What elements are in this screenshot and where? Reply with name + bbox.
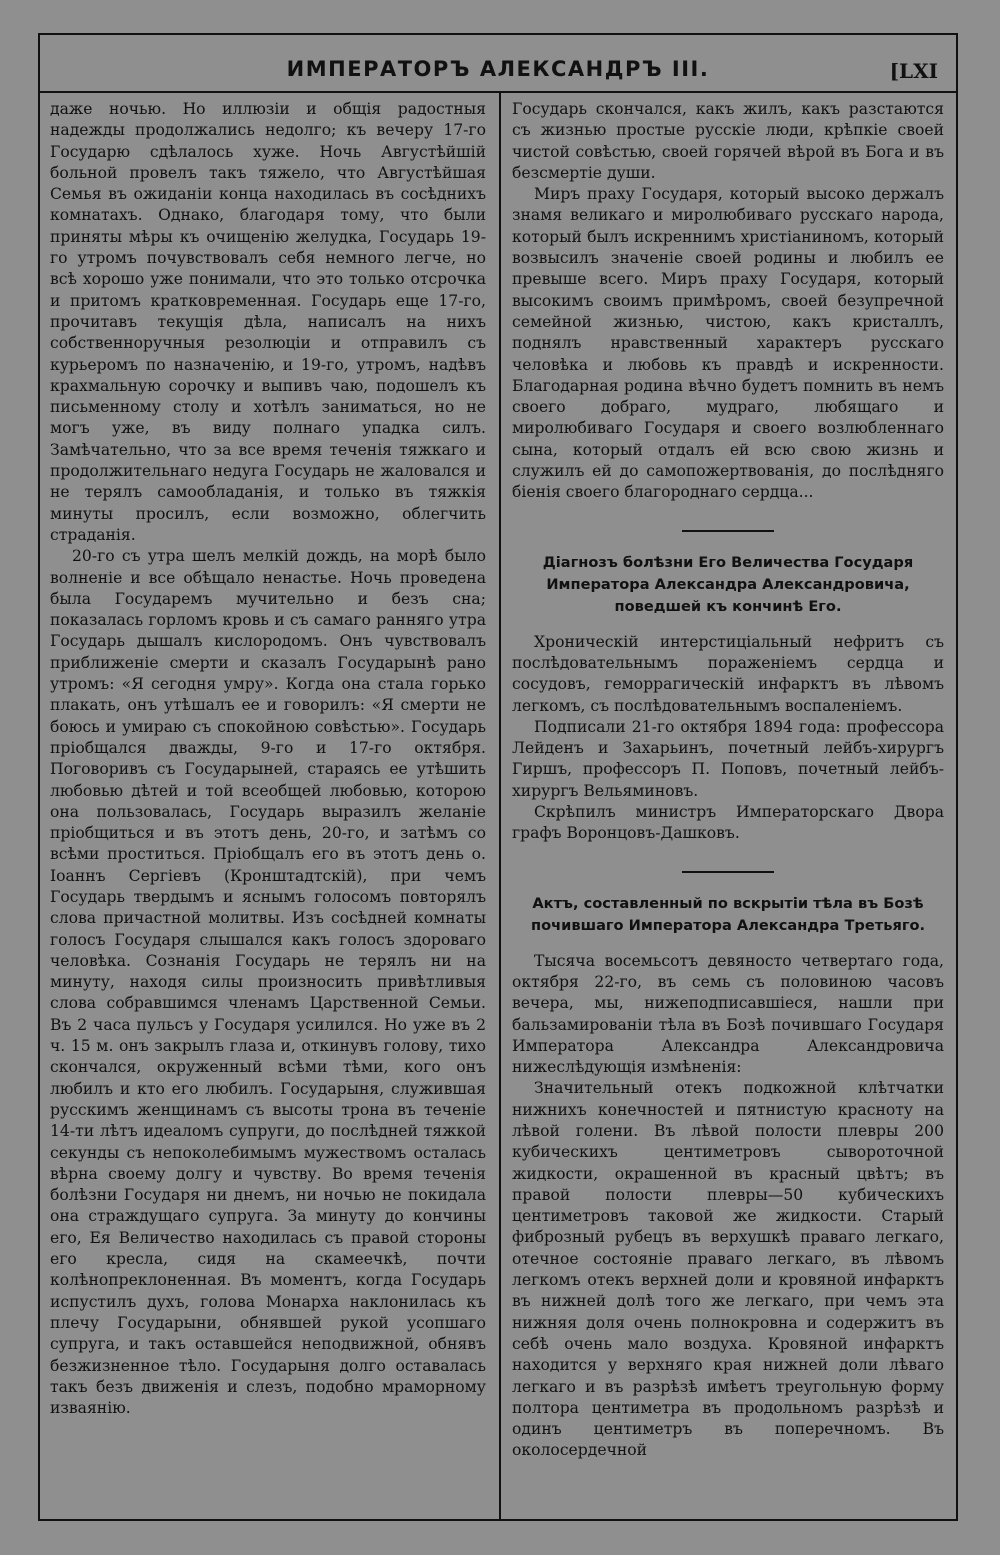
column-rule [499, 93, 501, 1519]
left-column [50, 99, 486, 1513]
diagnosis-paragraph-3: Скрѣпилъ министръ Императорскаго Двора графъ Воронцовъ-Дашковъ. [512, 803, 944, 843]
left-paragraph-1: даже ночью. Но иллюзіи и общія радостныя надежды продолжались недолго; къ вечеру 17-го Государю сдѣлалось хуже. Ночь Августѣйшій больной провелъ такъ тяжело, что Августѣйшая Семья въ ожиданіи конца находилась въ сосѣднихъ комнатахъ. Однако, благодаря тому, что были приняты мѣры къ очищенію желудка, Государь 19-го утромъ почувствовалъ себя немного легче, но всѣ хорошо уже понимали, что это только отсрочка и притомъ кратковременная. Государь еще 17-го, прочитавъ текущія дѣла, написалъ на нихъ собственноручныя резолюціи и отправилъ съ курьеромъ по назначенію, и 19-го, утромъ, надѣвъ крахмальную сорочку и выпивъ чаю, подошелъ къ письменному столу и хотѣлъ заниматься, но не могъ уже, въ виду полнаго упадка силъ. Замѣчательно, что за все время теченія тяжкаго и продолжительнаго недуга Государь не жаловался и не терялъ самообладанія, и только въ тяжкія минуты просилъ, если возможно, облегчить страданія. [50, 100, 486, 544]
autopsy-paragraph-1: Тысяча восемьсотъ девяносто четвертаго года, октября 22-го, въ семь съ половиною часовъ вечера, мы, нижеподписавшіеся, нашли при бальзамированіи тѣла въ Бозѣ почившаго Государя Императора Александра Александровича нижеслѣдующія измѣненія: [512, 951, 944, 1077]
left-paragraph-2: 20-го съ утра шелъ мелкій дождь, на морѣ было волненіе и все обѣщало ненастье. Ночь проведена была Государемъ мучительно и безъ сна; показалась горломъ кровь и съ самаго ранняго утра Государь дышалъ кислородомъ. Онъ чувствовалъ приближеніе смерти и сказалъ Государынѣ рано утромъ: «Я сегодня умру». Когда она стала горько плакать, онъ утѣшалъ ее и говорилъ: «Я смерти не боюсь и умираю съ спокойною совѣстью». Государь пріобщался дважды, 9-го и 17-го октября. Поговоривъ съ Государыней, стараясь ее утѣшить любовью дѣтей и той всеобщей любовью, которою она пользовалась, Государь выразилъ желаніе пріобщиться и въ этотъ день, 20-го, и затѣмъ со всѣми проститься. Пріобщалъ его въ этотъ день о. Іоаннъ Сергіевъ (Кронштадтскій), при чемъ Государь твердымъ и яснымъ голосомъ повторялъ слова причастной молитвы. Изъ сосѣдней комнаты голосъ Государя слышался какъ голосъ здороваго человѣка. Сознанія Государь не терялъ ни на минуту, находя силы произносить привѣтливыя слова собравшимся членамъ Царственной Семьи. Въ 2 часа пульсъ у Государя усилился. Но уже въ 2 ч. 15 м. онъ закрылъ глаза и, откинувъ голову, тихо скончался, окруженный всѣми тѣми, кого онъ любилъ и кто его любилъ. Государыня, служившая русскимъ женщинамъ съ высоты трона въ теченіе 14-ти лѣтъ идеаломъ супруги, до послѣдней тяжкой секунды съ непоколебимымъ мужествомъ осталась вѣрна своему долгу и чувству. Во время теченія болѣзни Государя ни днемъ, ни ночью не покидала она страждущаго супруга. За минуту до кончины его, Ея Величество находилась съ правой стороны его кресла, сидя на скамеечкѣ, почти колѣнопреклоненная. Въ моментъ, когда Государь испустилъ духъ, голова Монарха наклонилась къ плечу Государыни, обнявшей рукой усопшаго супруга, и такъ оставшейся неподвижной, обнявъ безжизненное тѣло. Государыня долго оставалась такъ безъ движенія и слезъ, подобно мраморному изваянію. [50, 547, 486, 1418]
page-number: [LXI [889, 59, 938, 83]
diagnosis-paragraph-1: Хроническій интерстиціальный нефритъ съ послѣдовательнымъ пораженіемъ сердца и сосудовъ, геморрагическій инфарктъ въ лѣвомъ легкомъ, съ послѣдовательнымъ воспаленіемъ. [512, 632, 944, 715]
right-column [512, 99, 944, 1513]
right-paragraph-1: Государь скончался, какъ жилъ, какъ разстаются съ жизнью простые русскіе люди, крѣпкіе своей чистой совѣстью, своей горячей вѣрой въ Бога и въ безсмертіе души. [512, 100, 944, 182]
section-separator [682, 871, 774, 873]
running-title: ИМПЕРАТОРЪ АЛЕКСАНДРЪ III. [286, 57, 710, 81]
diagnosis-heading: Діагнозъ болѣзни Его Величества Государя Императора Александра Александровича, поведшей къ кончинѣ Его. [542, 553, 914, 615]
newspaper-page [38, 33, 958, 1521]
header-rule [40, 91, 956, 93]
page-header [40, 35, 956, 91]
right-paragraph-2: Миръ праху Государя, который высоко держалъ знамя великаго и миролюбиваго русскаго народа, который былъ искреннимъ христіаниномъ, который возвысилъ значеніе своей родины и любилъ ее превыше всего. Миръ праху Государя, который высокимъ своимъ примѣромъ, своей безупречной семейной жизнью, чистою, какъ кристаллъ, поднялъ нравственный характеръ русскаго человѣка и любовь къ правдѣ и искренности. Благодарная родина вѣчно будетъ помнить въ немъ своего добраго, мудраго, любящаго и миролюбиваго Государя и своего возлюбленнаго сына, который отдалъ ей всю свою жизнь и служилъ ей до самопожертвованія, до послѣдняго біенія своего благороднаго сердца... [512, 185, 944, 502]
section-separator [682, 530, 774, 532]
autopsy-heading: Актъ, составленный по вскрытіи тѣла въ Бозѣ почившаго Императора Александра Третьяго. [530, 894, 926, 934]
diagnosis-paragraph-2: Подписали 21-го октября 1894 года: профессора Лейденъ и Захарьинъ, почетный лейбъ-хирургъ Гиршъ, профессоръ П. Поповъ, почетный лейбъ-хирургъ Вельяминовъ. [512, 717, 944, 800]
autopsy-paragraph-2: Значительный отекъ подкожной клѣтчатки нижнихъ конечностей и пятнистую красноту на лѣвой голени. Въ лѣвой полости плевры 200 кубическихъ центиметровъ сывороточной жидкости, окрашенной въ красный цвѣтъ; въ правой полости плевры—50 кубическихъ центиметровъ таковой же жидкости. Старый фиброзный рубецъ въ верхушкѣ праваго легкаго, отечное состояніе праваго легкаго, въ лѣвомъ легкомъ отекъ верхней доли и кровяной инфарктъ въ нижней долѣ того же легкаго, при чемъ эта нижняя доля очень полнокровна и содержитъ въ себѣ очень мало воздуха. Кровяной инфарктъ находится у верхняго края нижней доли лѣваго легкаго и въ разрѣзѣ имѣетъ треугольную форму полтора центиметра въ продольномъ разрѣзѣ и одинъ центиметръ въ поперечномъ. Въ околосердечной [512, 1079, 944, 1460]
